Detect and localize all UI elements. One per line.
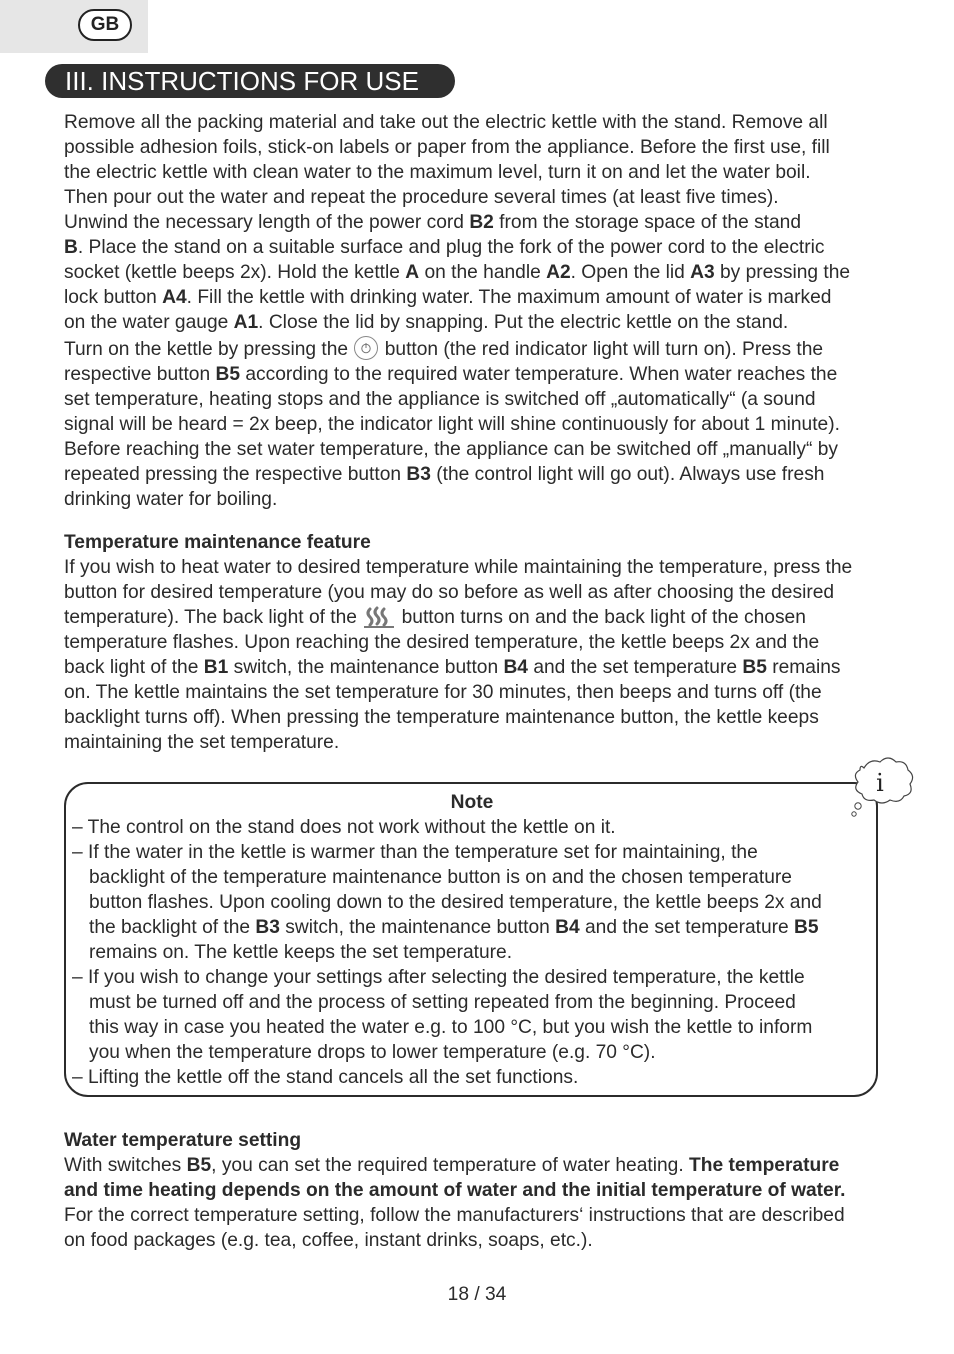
note-item: backlight of the temperature maintenance button is on and the chosen temperature — [89, 867, 792, 888]
note-item: – Lifting the kettle off the stand cancels all the set functions. — [72, 1067, 579, 1088]
text-line: set temperature, heating stops and the appliance is switched off „automatically“ (a sound — [64, 389, 816, 410]
note-item: this way in case you heated the water e.g. to 100 °C, but you wish the kettle to inform — [89, 1017, 813, 1038]
text-line: temperature). The back light of the button turns on and the back light of the chosen — [64, 605, 914, 630]
text-line: For the correct temperature setting, follow the manufacturers‘ instructions that are described — [64, 1205, 845, 1226]
note-item: you when the temperature drops to lower temperature (e.g. 70 °C). — [89, 1042, 656, 1063]
text-line: on food packages (e.g. tea, coffee, instant drinks, soaps, etc.). — [64, 1230, 593, 1251]
text-line: and time heating depends on the amount of water and the initial temperature of water. — [64, 1180, 846, 1201]
note-item: must be turned off and the process of setting repeated from the beginning. Proceed — [89, 992, 796, 1013]
note-item: button flashes. Upon cooling down to the desired temperature, the kettle beeps 2x and — [89, 892, 822, 913]
section-title: III. INSTRUCTIONS FOR USE — [45, 64, 455, 98]
note-item: the backlight of the B3 switch, the maintenance button B4 and the set temperature B5 — [89, 917, 819, 938]
text-line: maintaining the set temperature. — [64, 732, 340, 753]
page-number: 18 / 34 — [447, 1284, 507, 1305]
text-line: possible adhesion foils, stick-on labels or paper from the appliance. Before the first use, fill — [64, 137, 830, 158]
text-line: respective button B5 according to the required water temperature. When water reaches the — [64, 364, 838, 385]
language-badge: GB — [78, 9, 132, 41]
maintenance-section — [64, 530, 914, 755]
info-glyph: i — [876, 769, 884, 797]
text-line: Before reaching the set water temperature, the appliance can be switched off „manually“ by — [64, 439, 838, 460]
text-line: the electric kettle with clean water to the maximum level, turn it on and let the water boil. — [64, 162, 811, 183]
text-line: backlight turns off). When pressing the temperature maintenance button, the kettle keeps — [64, 707, 819, 728]
note-item: – The control on the stand does not work without the kettle on it. — [72, 817, 616, 838]
language-tab — [0, 0, 148, 53]
water-section — [64, 1128, 914, 1253]
text-line: signal will be heard = 2x beep, the indicator light will shine continuously for about 1 minute). — [64, 414, 840, 435]
text-line: drinking water for boiling. — [64, 489, 278, 510]
text-line: If you wish to heat water to desired temperature while maintaining the temperature, press the — [64, 557, 853, 578]
text-line: back light of the B1 switch, the maintenance button B4 and the set temperature B5 remains — [64, 657, 841, 678]
water-heading: Water temperature setting — [64, 1130, 302, 1151]
text-line: Turn on the kettle by pressing the button (the red indicator light will turn on). Press the — [64, 335, 914, 362]
note-title: Note — [450, 792, 494, 813]
text-line: Then pour out the water and repeat the procedure several times (at least five times). — [64, 187, 779, 208]
note-item: – If the water in the kettle is warmer than the temperature set for maintaining, the — [72, 842, 758, 863]
maintenance-heading: Temperature maintenance feature — [64, 532, 371, 553]
note-content — [72, 790, 892, 1090]
text-line: button for desired temperature (you may do so before as well as after choosing the desired — [64, 582, 835, 603]
text-line: on the water gauge A1. Close the lid by snapping. Put the electric kettle on the stand. — [64, 312, 789, 333]
text-line: B. Place the stand on a suitable surface and plug the fork of the power cord to the electric — [64, 237, 825, 258]
text-line: temperature flashes. Upon reaching the desired temperature, the kettle beeps 2x and the — [64, 632, 820, 653]
text-line: lock button A4. Fill the kettle with drinking water. The maximum amount of water is marked — [64, 287, 832, 308]
note-item: – If you wish to change your settings after selecting the desired temperature, the kettle — [72, 967, 805, 988]
text-line: With switches B5, you can set the required temperature of water heating. The temperature — [64, 1155, 840, 1176]
text-line: repeated pressing the respective button B3 (the control light will go out). Always use fresh — [64, 464, 825, 485]
text-line: socket (kettle beeps 2x). Hold the kettle A on the handle A2. Open the lid A3 by pressing the — [64, 262, 851, 283]
intro-paragraph — [64, 110, 914, 512]
text-line: Unwind the necessary length of the power cord B2 from the storage space of the stand — [64, 212, 802, 233]
text-line: Remove all the packing material and take out the electric kettle with the stand. Remove all — [64, 112, 828, 133]
text-line: on. The kettle maintains the set temperature for 30 minutes, then beeps and turns off (the — [64, 682, 822, 703]
note-item: remains on. The kettle keeps the set temperature. — [89, 942, 513, 963]
